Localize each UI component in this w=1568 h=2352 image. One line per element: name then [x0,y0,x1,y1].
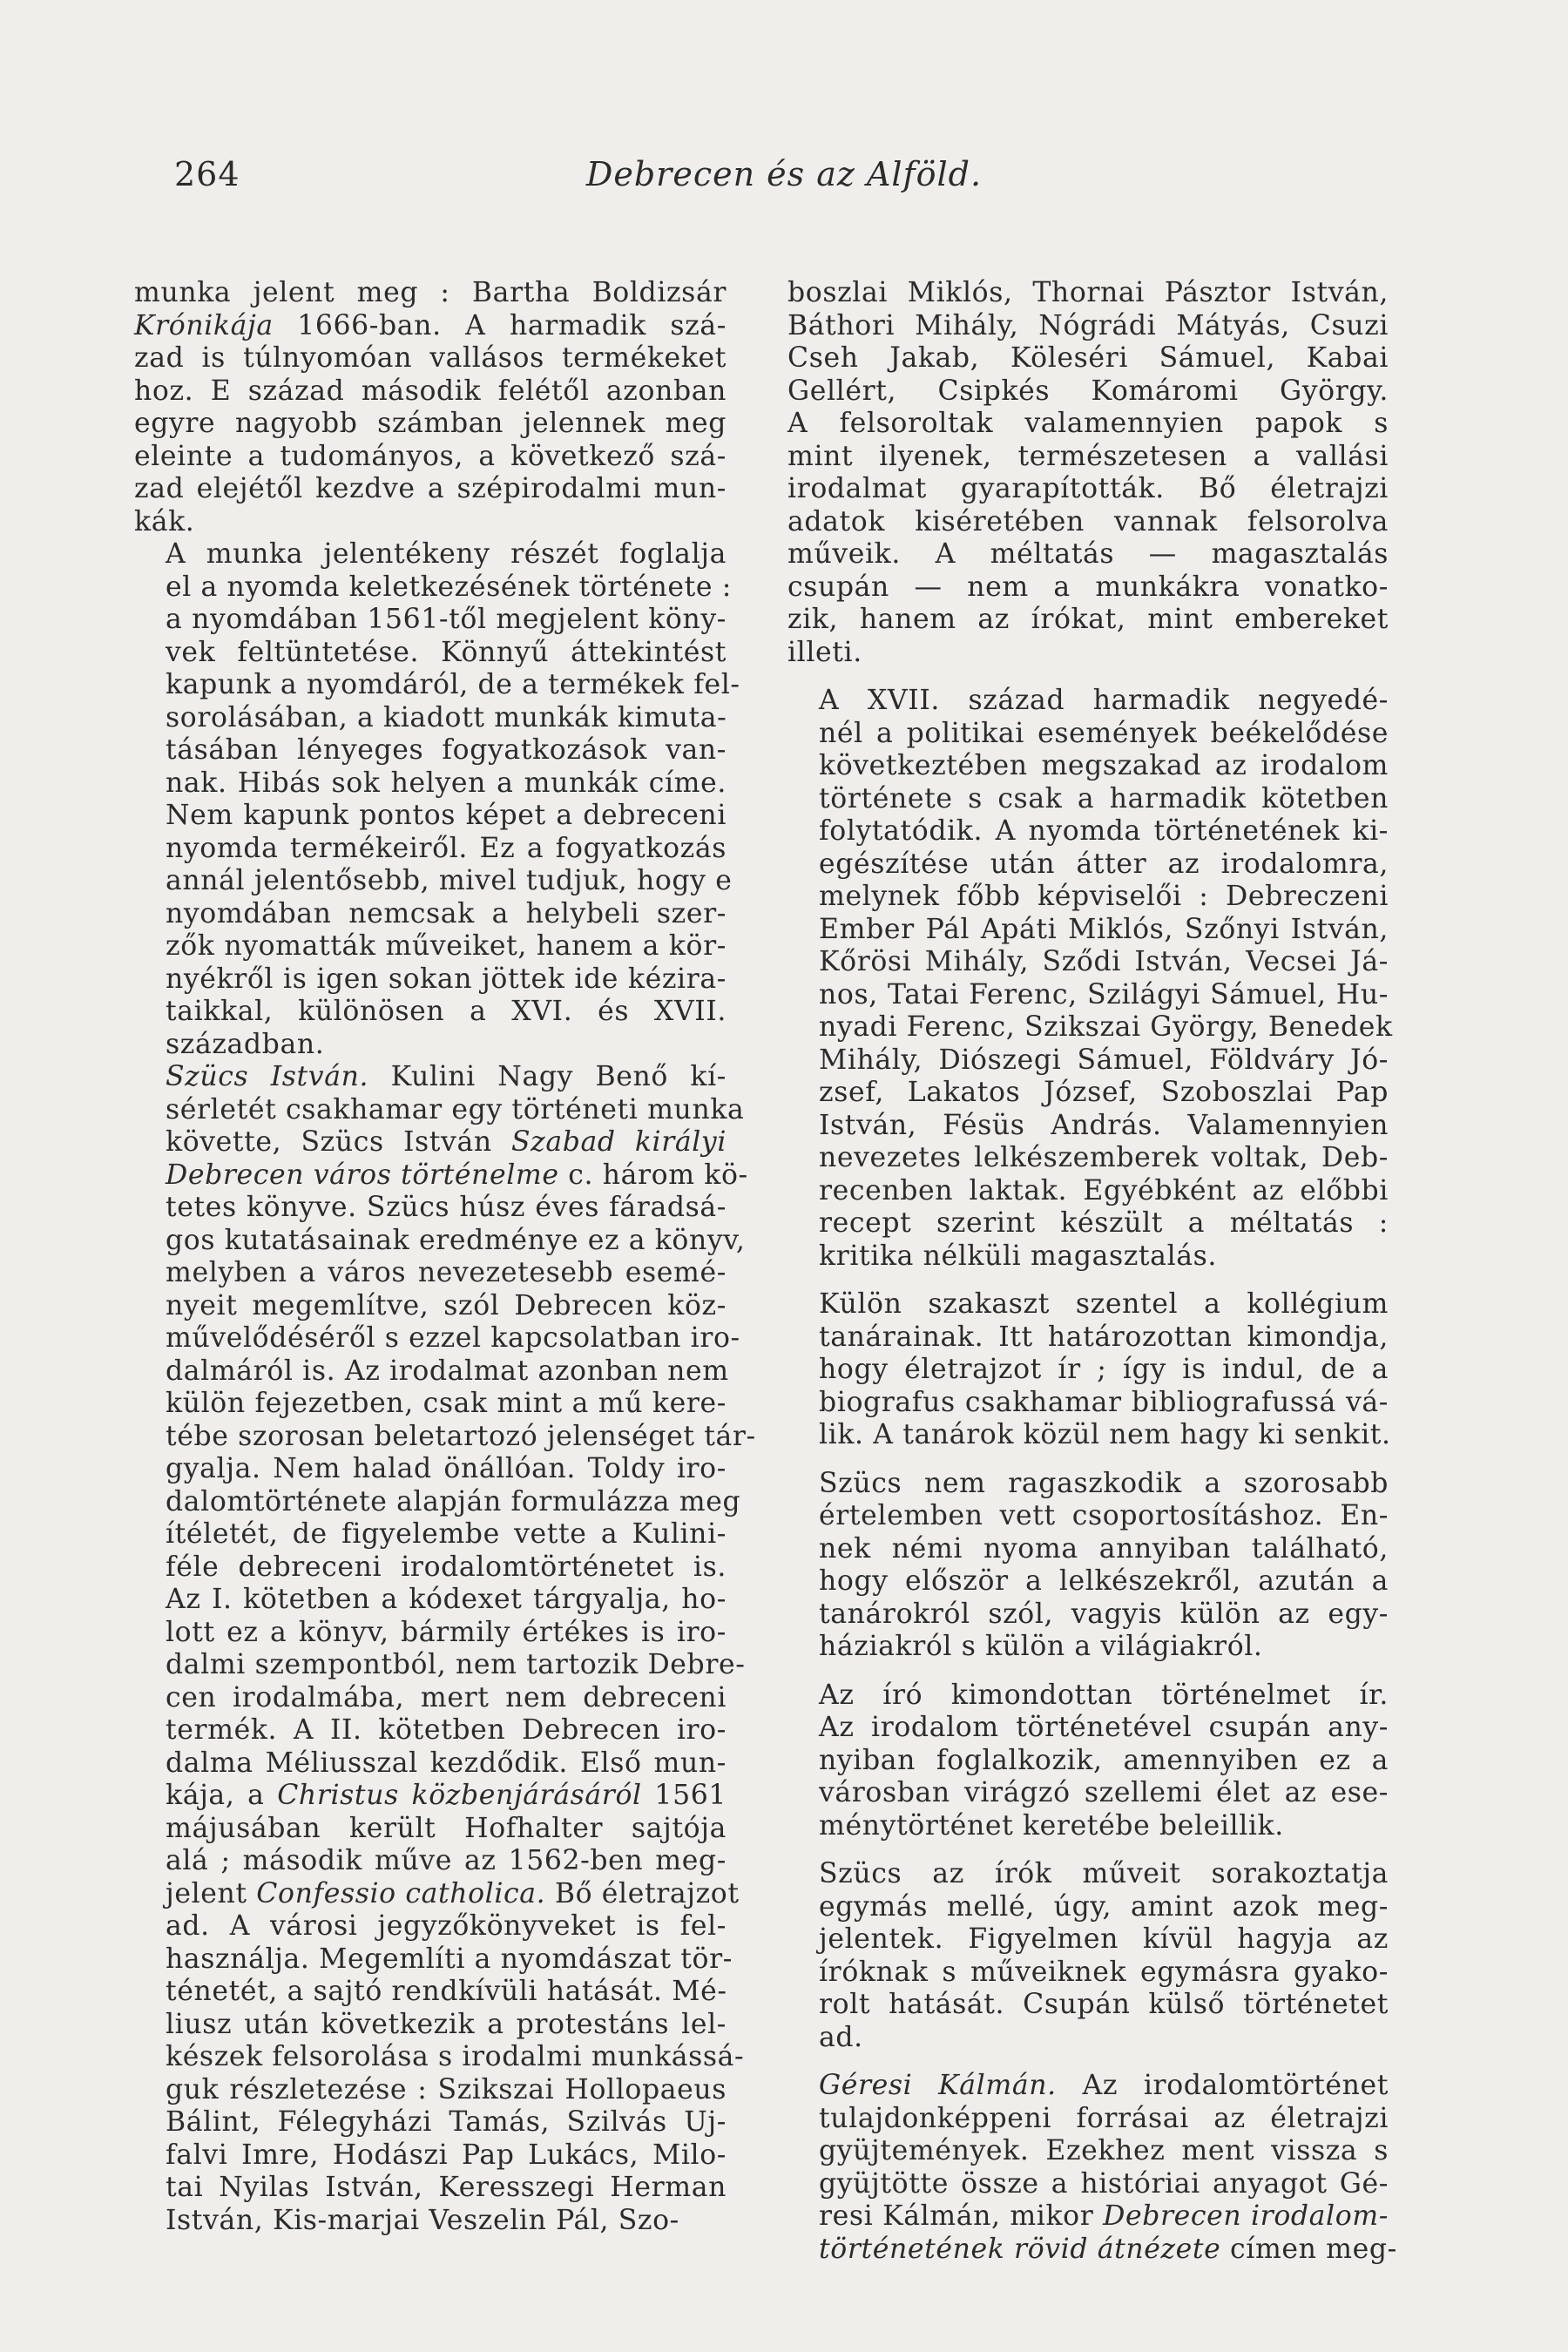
text-line: irodalmat gyarapították. Bő életrajzi [787,473,1389,504]
text-line: zad elejétől kezdve a szépirodalmi mun- [134,473,727,504]
text-line: értelemben vett csoportosításhoz. En- [819,1500,1389,1531]
text-line: vek feltüntetése. Könnyű áttekintést [166,636,727,668]
text-line: nyomdában nemcsak a helybeli szer- [166,897,727,929]
text-line: Az író kimondottan történelmet ír. [819,1679,1389,1711]
page-header [0,155,1568,207]
text-line: ménytörténet keretébe beleillik. [819,1809,1284,1842]
text-line: falvi Imre, Hodászi Pap Lukács, Milo- [166,2139,727,2171]
text-line: resi Kálmán, mikor Debrecen irodalom- [819,2200,1389,2232]
text-line: jelentek. Figyelmen kívül hagyja az [819,1923,1389,1955]
text-line: Az I. kötetben a kódexet tárgyalja, ho- [166,1584,727,1615]
text-line: háziakról s külön a világiakról. [819,1631,1263,1662]
text-line: Szücs nem ragaszkodik a szorosabb [819,1467,1389,1499]
left-paragraph [134,1061,756,2237]
text-line: recept szerint készült a méltatás : [819,1207,1389,1239]
text-line: el a nyomda keletkezésének története : [166,571,732,603]
text-line: taikkal, különösen a XVI. és XVII. [166,996,727,1027]
text-line: biografus csakhamar bibliografussá vá- [819,1386,1389,1418]
text-line: István, Kis-marjai Veszelin Pál, Szo- [166,2204,679,2236]
text-line: nyiban foglalkozik, amennyiben ez a [819,1744,1389,1776]
text-line: Bálint, Félegyházi Tamás, Szilvás Uj- [166,2106,727,2138]
text-line: adatok kiséretében vannak felsorolva [787,505,1389,537]
text-line: kritika nélküli magasztalás. [819,1240,1217,1272]
text-line: boszlai Miklós, Thornai Pásztor István, [787,277,1389,308]
text-line: Báthori Mihály, Nógrádi Mátyás, Csuzi [787,309,1389,341]
text-line: folytatódik. A nyomda történetének ki- [819,815,1389,847]
text-line: hoz. E század második felétől azonban [134,375,727,407]
text-line: tanárainak. Itt határozottan kimondja, [819,1321,1389,1353]
text-line: a nyomdában 1561-től megjelent köny- [166,604,727,635]
text-line: ad. [819,2021,863,2053]
text-line: féle debreceni irodalomtörténetet is. [166,1551,727,1583]
text-line: A XVII. század harmadik negyedé- [819,685,1389,716]
text-line: Az irodalom történetével csupán any- [819,1712,1389,1743]
text-line: Külön szakaszt szentel a kollégium [819,1288,1389,1320]
text-line: nyadi Ferenc, Szikszai György, Benedek [819,1011,1393,1043]
text-line: dalomtörténete alapján formulázza meg [166,1485,741,1517]
text-line: Kőrösi Mihály, Sződi István, Vecsei Já- [819,946,1389,977]
right-paragraph [787,1468,1389,1664]
text-line: annál jelentősebb, mivel tudjuk, hogy e [166,865,733,896]
text-line: nyomda termékeiről. Ez a fogyatkozás [166,832,727,864]
text-line: nos, Tatai Ferenc, Szilágyi Sámuel, Hu- [819,978,1389,1010]
text-line: István, Fésüs András. Valamennyien [819,1109,1389,1141]
text-line: zsef, Lakatos József, Szoboszlai Pap [819,1077,1389,1108]
text-line: lik. A tanárok közül nem hagy ki senkit. [819,1419,1391,1450]
text-line: Mihály, Diószegi Sámuel, Földváry Jó- [819,1044,1389,1076]
text-line: műveik. A méltatás — magasztalás [787,538,1389,570]
text-line: kapunk a nyomdáról, de a termékek fel- [166,669,740,700]
text-line: jelent Confessio catholica. Bő életrajzot [166,1877,740,1909]
text-line: cen irodalmába, mert nem debreceni [166,1681,727,1713]
text-line: következtében megszakad az irodalom [819,750,1389,781]
text-line: tásában lényeges fogyatkozások van- [166,734,727,766]
text-line: termék. A II. kötetben Debrecen iro- [166,1714,727,1746]
text-line: története s csak a harmadik kötetben [819,782,1389,814]
text-line: tanárokról szól, vagyis külön az egy- [819,1598,1389,1630]
text-line: zik, hanem az írókat, mint embereket [787,604,1389,635]
text-line: egészítése után átter az irodalomra, [819,848,1389,880]
right-paragraph [787,1288,1389,1452]
running-title: Debrecen és az Alföld. [585,155,983,193]
text-line: készek felsorolása s irodalmi munkássá- [166,2041,745,2072]
text-line: csupán — nem a munkákra vonatko- [787,571,1389,603]
text-line: Géresi Kálmán. Az irodalomtörténet [819,2070,1389,2101]
text-line: nyeit megemlítve, szól Debrecen köz- [166,1289,727,1321]
right-column [787,277,1397,2266]
text-line: követte, Szücs István Szabad királyi [166,1126,727,1158]
text-line: zők nyomatták műveiket, hanem a kör- [166,930,727,962]
text-line: egymás mellé, úgy, amint azok meg- [819,1890,1389,1923]
text-line: dalmi szempontból, nem tartozik Debre- [166,1649,746,1680]
text-line: nak. Hibás sok helyen a munkák címe. [166,767,727,799]
text-line: Ember Pál Apáti Miklós, Szőnyi István, [819,913,1389,945]
text-line: történetének rövid átnézete címen meg- [819,2233,1397,2265]
text-line: alá ; második műve az 1562-ben meg- [166,1845,727,1876]
text-line: tai Nyilas István, Keresszegi Herman [166,2172,727,2203]
text-line: kák. [134,505,195,537]
text-line: Szücs az írók műveit sorakoztatja [819,1858,1389,1889]
text-line: hogy életrajzot ír ; így is indul, de a [819,1354,1389,1385]
text-line: mint ilyenek, természetesen a vallási [787,440,1389,472]
text-line: külön fejezetben, csak mint a mű kere- [166,1388,727,1419]
text-line: rolt hatását. Csupán külső történetet [819,1989,1389,2020]
text-line: században. [166,1028,325,1060]
text-line: nél a politikai események beékelődése [819,717,1389,749]
text-line: Szücs István. Kulini Nagy Benő kí- [166,1061,727,1092]
text-line: nevezetes lelkészemberek voltak, Deb- [819,1142,1389,1173]
text-line: dalma Méliusszal kezdődik. Első mun- [166,1747,727,1779]
text-line: hogy először a lelkészekről, azután a [819,1565,1389,1597]
text-line: liusz után következik a protestáns lel- [166,2008,727,2040]
text-line: recenben laktak. Egyébként az előbbi [819,1174,1389,1206]
text-line: művelődéséről s ezzel kapcsolatban iro- [166,1322,740,1354]
text-line: A felsoroltak valamennyien papok s [787,408,1389,439]
text-line: májusában került Hofhalter sajtója [166,1812,727,1844]
text-line: sérletét csakhamar egy történeti munka [166,1093,745,1125]
text-line: Nem kapunk pontos képet a debreceni [166,800,727,831]
text-line: sorolásában, a kiadott munkák kimuta- [166,701,727,733]
text-line: munka jelent meg : Bartha Boldizsár [134,277,727,308]
text-line: A munka jelentékeny részét foglalja [166,538,727,570]
text-line: tulajdonképpeni forrásai az életrajzi [819,2102,1389,2134]
text-line: városban virágzó szellemi élet az ese- [819,1777,1389,1808]
text-line: gos kutatásainak eredménye ez a könyv, [166,1224,746,1256]
text-line: gyalja. Nem halad önállóan. Toldy iro- [166,1453,727,1484]
text-line: nek némi nyoma annyiban található, [819,1532,1389,1565]
text-line: Gellért, Csipkés Komáromi György. [787,375,1389,407]
text-line: melynek főbb képviselői : Debreczeni [819,881,1389,912]
text-line: kája, a Christus közbenjárásáról 1561 [166,1780,727,1811]
text-line: használja. Megemlíti a nyomdászat tör- [166,1943,733,1975]
text-line: Krónikája 1666-ban. A harmadik szá- [134,309,727,341]
text-line: melyben a város nevezetesebb esemé- [166,1257,727,1288]
text-line: ad. A városi jegyzőkönyveket is fel- [166,1910,727,1942]
text-line: zad is túlnyomóan vallásos termékeket [134,342,727,374]
right-paragraph [787,2070,1397,2266]
text-line: gyüjtemények. Ezekhez ment vissza s [819,2135,1389,2166]
text-line: ítéletét, de figyelembe vette a Kulini- [166,1518,727,1550]
text-line: Debrecen város történelme c. három kö- [166,1159,748,1191]
text-line: illeti. [787,636,862,668]
text-line: lott ez a könyv, bármily értékes is iro- [166,1616,727,1648]
text-line: dalmáról is. Az irodalmat azonban nem [166,1355,729,1387]
text-line: gyüjtötte össze a históriai anyagot Gé- [819,2167,1389,2200]
left-paragraph [134,277,727,538]
text-line: guk részletezése : Szikszai Hollopaeus [166,2073,727,2105]
left-column [134,277,756,2237]
text-line: eleinte a tudományos, a következő szá- [134,440,727,472]
text-line: Cseh Jakab, Köleséri Sámuel, Kabai [787,342,1389,374]
right-paragraph [787,685,1393,1273]
text-line: nyékről is igen sokan jöttek ide kézira- [166,963,727,995]
left-paragraph [134,538,740,1061]
right-paragraph [787,277,1389,669]
text-line: íróknak s műveiknek egymásra gyako- [819,1956,1389,1988]
text-line: egyre nagyobb számban jelennek meg [134,408,727,439]
text-line: tébe szorosan beletartozó jelenséget tár- [166,1420,756,1452]
right-paragraph [787,1858,1389,2054]
right-paragraph [787,1680,1389,1843]
page-number: 264 [174,155,240,193]
text-line: tetes könyve. Szücs húsz éves fáradsá- [166,1192,727,1223]
text-line: ténetét, a sajtó rendkívüli hatását. Mé- [166,1976,727,2007]
